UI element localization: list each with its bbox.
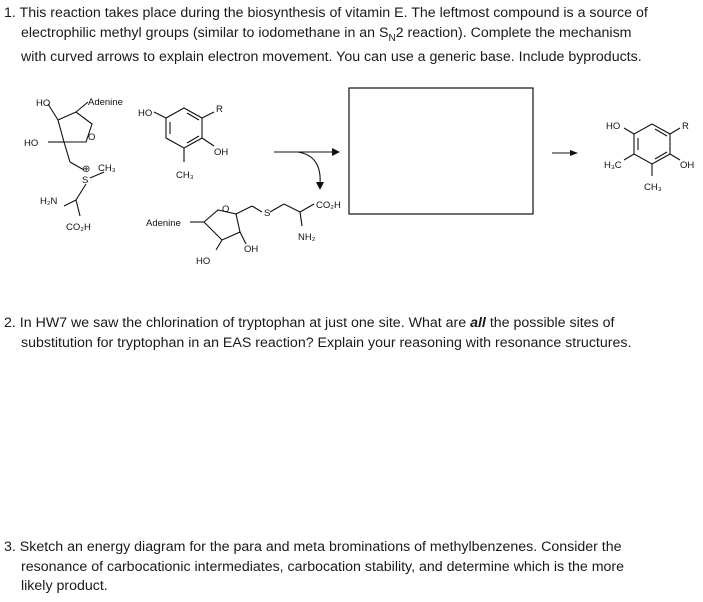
- question-3-line-2: resonance of carbocationic intermediates, carbocation stability, and determine which is the more: [21, 558, 625, 575]
- question-2-line-1-end: the possible sites of: [485, 315, 615, 331]
- sam-molecule: [24, 97, 123, 233]
- substrate-ho: HO: [138, 108, 153, 119]
- substrate-r-group: R: [216, 104, 223, 115]
- sam-ring-oxygen: O: [88, 132, 96, 143]
- product-h3c: H₃C: [604, 160, 622, 171]
- reaction-arrow-1: [274, 148, 340, 190]
- reaction-arrow-2: [552, 150, 578, 156]
- sam-methyl: CH₃: [98, 163, 116, 174]
- sah-adenine-label: Adenine: [146, 218, 181, 229]
- question-3: [4, 538, 694, 597]
- substrate-oh: OH: [214, 147, 229, 158]
- product-r-group: R: [682, 121, 689, 132]
- product-molecule: [604, 121, 694, 193]
- sam-carboxylic-acid: CO₂H: [66, 222, 91, 233]
- sam-adenine-label: Adenine: [88, 97, 123, 108]
- sah-ho: HO: [196, 256, 211, 267]
- substrate-molecule: [138, 104, 228, 181]
- question-number: 3.: [4, 539, 16, 555]
- sah-oh: OH: [244, 244, 259, 255]
- sam-ho-left: HO: [24, 138, 39, 149]
- question-2-emphasis: all: [470, 315, 486, 331]
- question-1-line-3: with curved arrows to explain electron movement. You can use a generic base. Include byproducts.: [21, 48, 642, 65]
- substrate-methyl: CH₃: [176, 170, 194, 181]
- sah-molecule: [146, 200, 341, 267]
- question-2: [4, 314, 694, 353]
- question-number: 2.: [4, 315, 16, 331]
- product-oh: OH: [680, 160, 695, 171]
- sam-sulfur: S: [82, 175, 89, 186]
- product-ho: HO: [606, 121, 621, 132]
- question-1-line-1: This reaction takes place during the biosynthesis of vitamin E. The leftmost compound is a source of: [19, 5, 648, 21]
- question-3-line-1: Sketch an energy diagram for the para and meta brominations of methylbenzenes. Consider the: [19, 539, 622, 555]
- sah-amine: NH₂: [298, 232, 316, 243]
- sah-ring-oxygen: O: [222, 204, 230, 215]
- answer-box[interactable]: [349, 88, 533, 214]
- question-1: [4, 4, 694, 67]
- question-3-line-3: likely product.: [21, 578, 108, 594]
- question-1-line-2: electrophilic methyl groups (similar to iodomethane in an $S_N2$ reaction). Complete the mechanism: [21, 24, 632, 44]
- question-2-line-2: substitution for tryptophan in an EAS reaction? Explain your reasoning with resonance structures.: [21, 334, 632, 351]
- sah-sulfur: S: [264, 208, 271, 219]
- sam-positive-charge: ⊕: [82, 164, 91, 175]
- sah-carboxylic-acid: CO₂H: [316, 200, 341, 211]
- question-2-line-1-start: In HW7 we saw the chlorination of tryptophan at just one site. What are: [19, 315, 471, 331]
- product-methyl: CH₃: [644, 182, 662, 193]
- sam-ho-top: HO: [36, 98, 51, 109]
- reaction-scheme: [0, 82, 703, 282]
- sam-amine: H₂N: [40, 196, 58, 207]
- question-number: 1.: [4, 5, 16, 21]
